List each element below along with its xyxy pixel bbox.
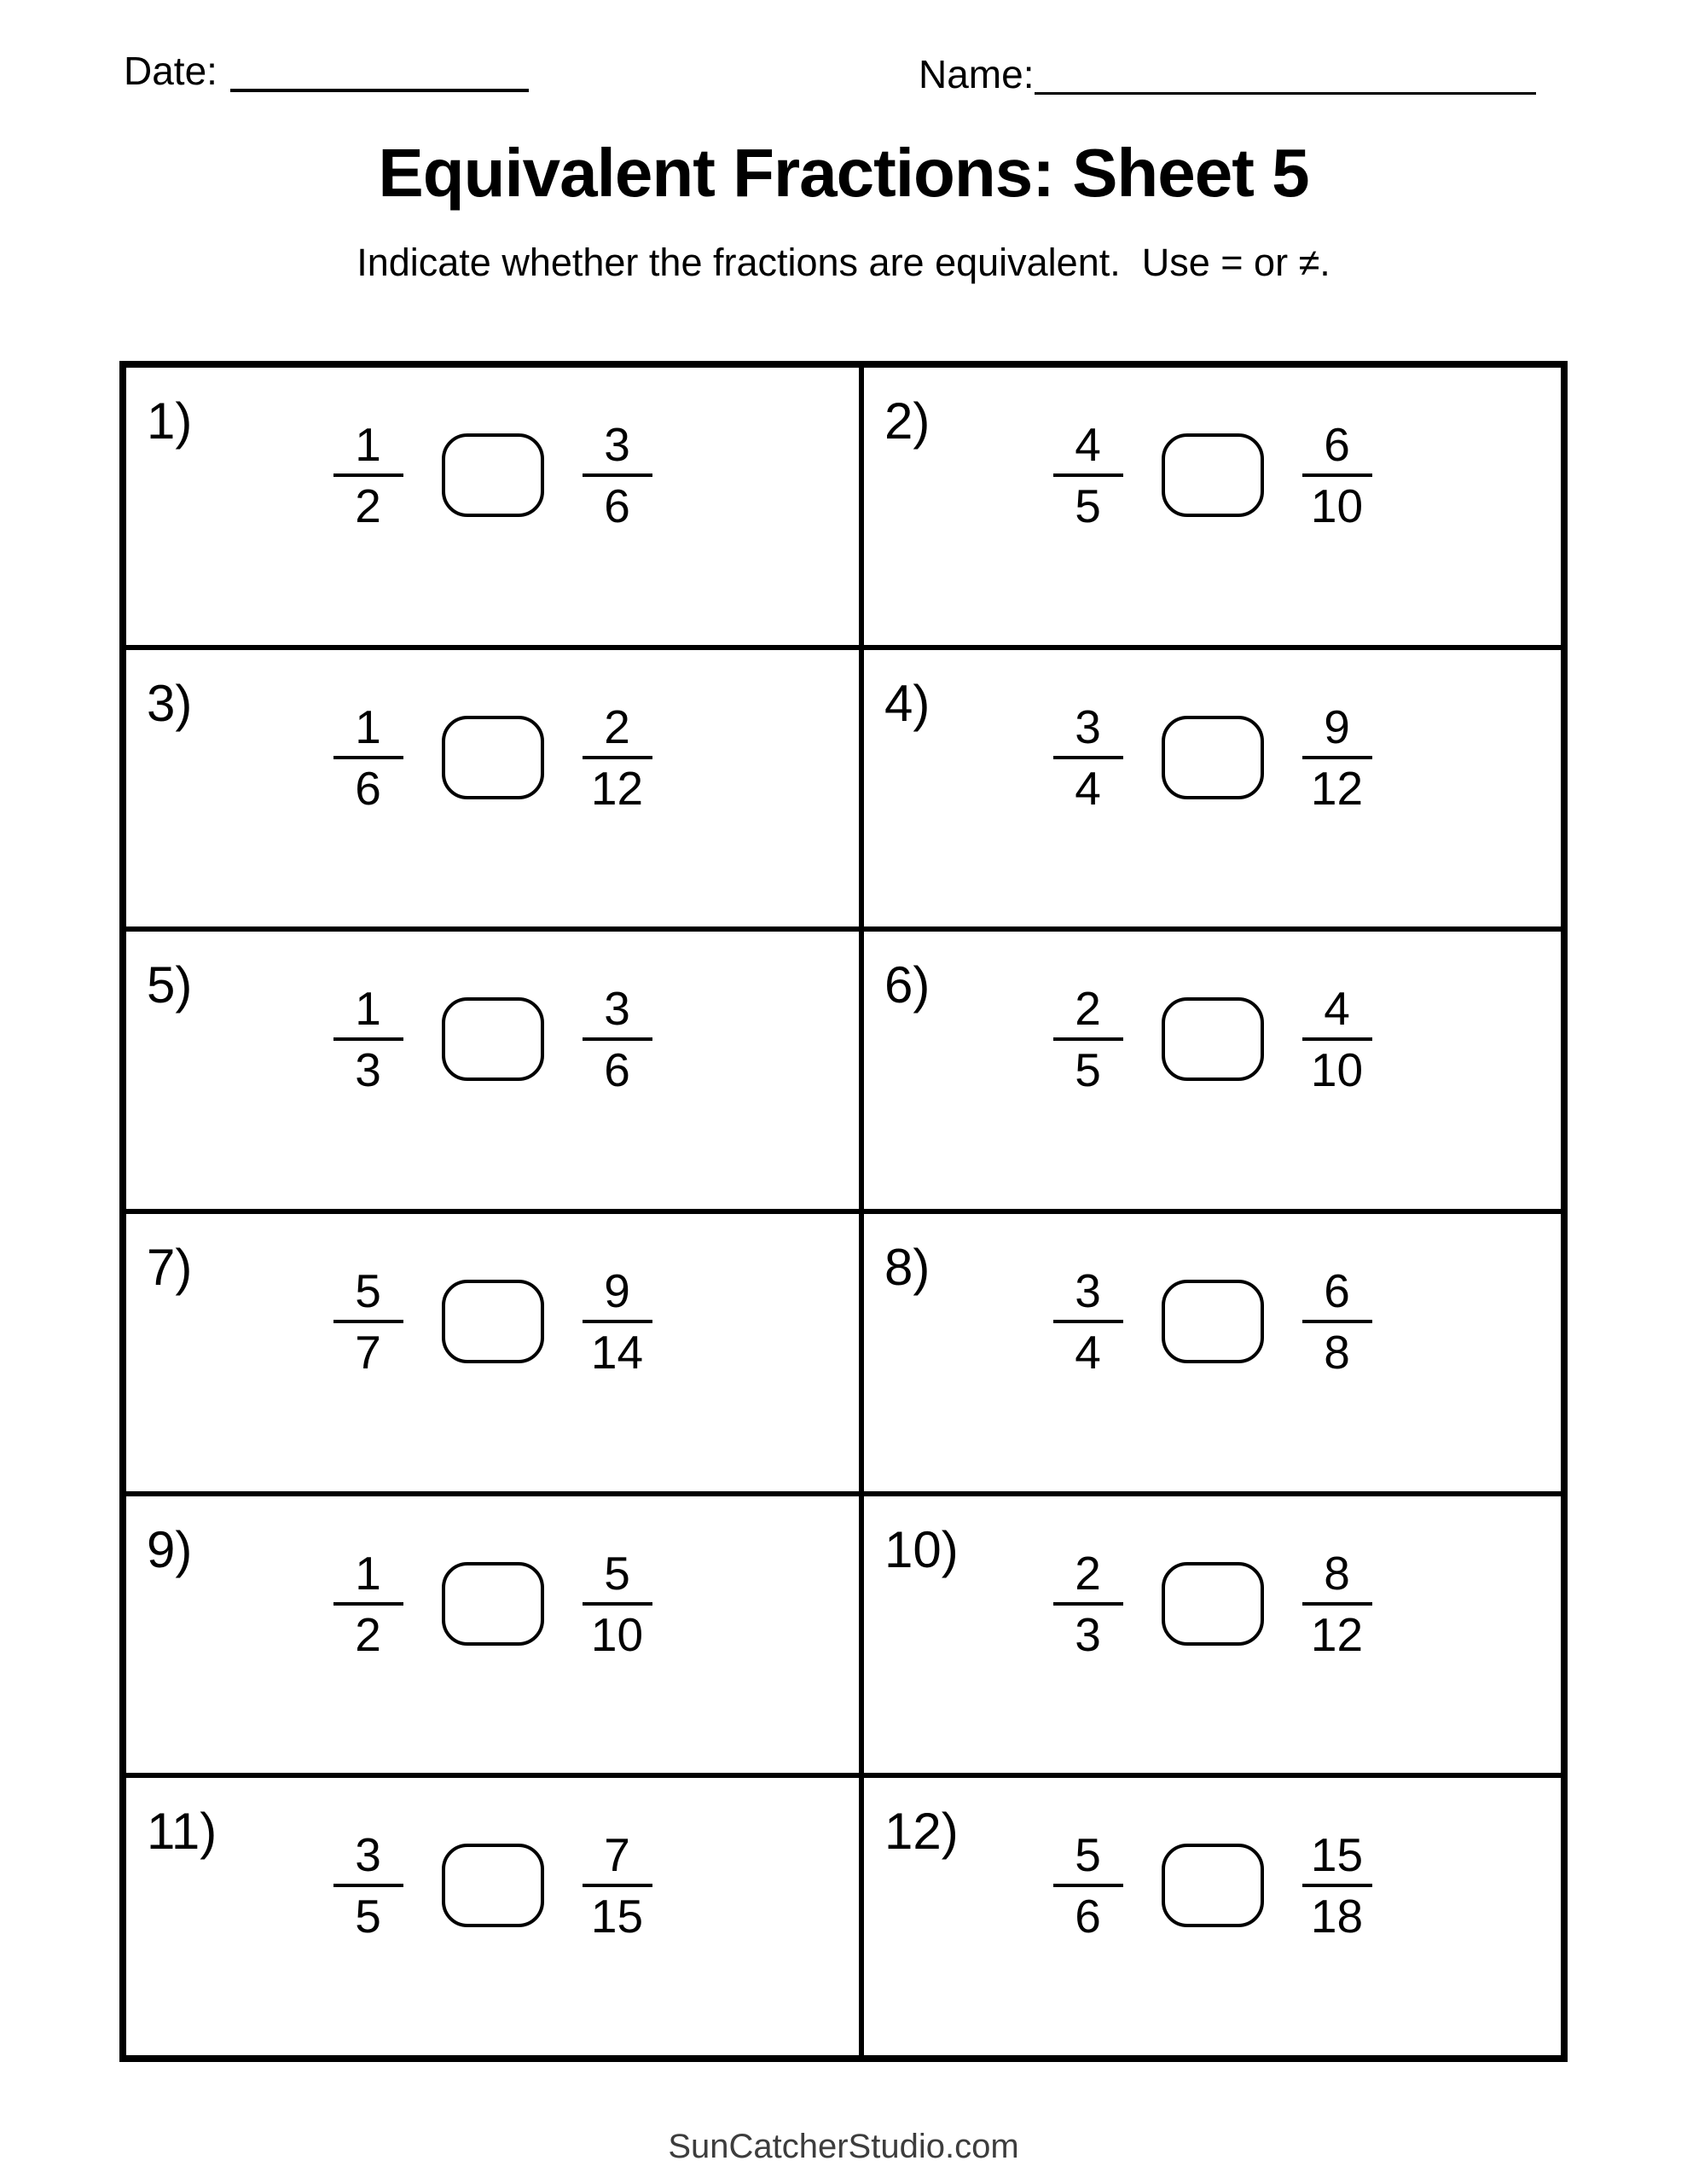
problem-number: 12) <box>884 1803 959 1861</box>
problem-number: 11) <box>147 1803 217 1861</box>
left-fraction-denominator: 4 <box>1075 1325 1101 1379</box>
fraction-bar <box>1053 1320 1123 1323</box>
left-fraction <box>333 1263 403 1379</box>
left-fraction-numerator: 3 <box>355 1828 381 1882</box>
problem-cell-11 <box>126 1778 859 2055</box>
problem-cell-10 <box>864 1496 1561 1774</box>
left-fraction-denominator: 5 <box>355 1890 381 1943</box>
left-fraction <box>333 700 403 815</box>
problem-expression <box>126 418 859 532</box>
right-fraction <box>583 982 652 1097</box>
problem-expression <box>864 418 1561 532</box>
problem-number: 7) <box>147 1238 193 1296</box>
left-fraction-numerator: 1 <box>355 982 381 1036</box>
problem-expression <box>864 1263 1561 1379</box>
left-fraction-denominator: 2 <box>355 479 381 532</box>
left-fraction-numerator: 2 <box>1075 1546 1101 1600</box>
answer-box[interactable] <box>442 716 544 799</box>
problem-number: 9) <box>147 1520 193 1578</box>
right-fraction-numerator: 3 <box>604 418 630 471</box>
problem-expression <box>126 700 859 815</box>
name-label: Name: <box>919 52 1035 96</box>
left-fraction <box>1053 1546 1123 1661</box>
right-fraction-denominator: 10 <box>1310 1043 1364 1097</box>
right-fraction <box>1302 1546 1372 1661</box>
right-fraction-denominator: 10 <box>590 1607 644 1661</box>
right-fraction-numerator: 9 <box>604 1263 630 1317</box>
problem-cell-12 <box>864 1778 1561 2055</box>
answer-box[interactable] <box>1162 1280 1264 1363</box>
fraction-bar <box>583 1320 652 1323</box>
problem-number: 3) <box>147 674 193 732</box>
problems-grid <box>119 361 1568 2062</box>
answer-box[interactable] <box>1162 1562 1264 1646</box>
right-fraction-denominator: 14 <box>590 1325 644 1379</box>
right-fraction <box>1302 1263 1372 1379</box>
right-fraction <box>1302 982 1372 1097</box>
problem-expression <box>126 1263 859 1379</box>
right-fraction-denominator: 8 <box>1324 1325 1350 1379</box>
right-fraction-numerator: 6 <box>1324 418 1350 471</box>
problem-number: 8) <box>884 1238 930 1296</box>
fraction-bar <box>1302 1037 1372 1041</box>
fraction-bar <box>1302 1602 1372 1606</box>
fraction-bar <box>333 1037 403 1041</box>
left-fraction-denominator: 6 <box>355 761 381 815</box>
fraction-bar <box>583 1884 652 1887</box>
left-fraction-denominator: 4 <box>1075 761 1101 815</box>
left-fraction-denominator: 6 <box>1075 1890 1101 1943</box>
problem-expression <box>864 700 1561 815</box>
left-fraction <box>1053 982 1123 1097</box>
left-fraction <box>1053 700 1123 815</box>
page-title: Equivalent Fractions: Sheet 5 <box>378 135 1309 211</box>
problem-cell-5 <box>126 932 859 1209</box>
left-fraction-numerator: 3 <box>1075 700 1101 753</box>
problem-number: 1) <box>147 392 193 450</box>
right-fraction-denominator: 12 <box>590 761 644 815</box>
fraction-bar <box>1053 1884 1123 1887</box>
fraction-bar <box>583 756 652 759</box>
fraction-bar <box>333 756 403 759</box>
fraction-bar <box>583 473 652 477</box>
fraction-bar <box>1053 1037 1123 1041</box>
right-fraction-denominator: 18 <box>1310 1890 1364 1943</box>
answer-box[interactable] <box>442 1562 544 1646</box>
answer-box[interactable] <box>1162 433 1264 517</box>
problem-cell-8 <box>864 1214 1561 1491</box>
right-fraction <box>583 1546 652 1661</box>
problem-expression <box>864 1828 1561 1943</box>
left-fraction-numerator: 3 <box>1075 1263 1101 1317</box>
fraction-bar <box>1053 1602 1123 1606</box>
answer-box[interactable] <box>442 997 544 1081</box>
left-fraction-numerator: 2 <box>1075 982 1101 1036</box>
left-fraction-denominator: 2 <box>355 1607 381 1661</box>
problem-cell-1 <box>126 368 859 645</box>
right-fraction-numerator: 3 <box>604 982 630 1036</box>
right-fraction-denominator: 15 <box>590 1890 644 1943</box>
left-fraction-numerator: 1 <box>355 1546 381 1600</box>
fraction-bar <box>333 1602 403 1606</box>
right-fraction-numerator: 9 <box>1324 700 1350 753</box>
problem-number: 5) <box>147 956 193 1014</box>
fraction-bar <box>1302 473 1372 477</box>
right-fraction-numerator: 7 <box>604 1828 630 1882</box>
left-fraction <box>1053 1263 1123 1379</box>
problem-expression <box>864 1546 1561 1661</box>
fraction-bar <box>583 1037 652 1041</box>
fraction-bar <box>1302 1884 1372 1887</box>
left-fraction-numerator: 5 <box>1075 1828 1101 1882</box>
problem-number: 10) <box>884 1520 959 1578</box>
left-fraction-numerator: 1 <box>355 418 381 471</box>
problem-expression <box>126 1546 859 1661</box>
right-fraction-numerator: 15 <box>1310 1828 1364 1882</box>
right-fraction <box>583 700 652 815</box>
fraction-bar <box>1053 473 1123 477</box>
left-fraction-numerator: 4 <box>1075 418 1101 471</box>
answer-box[interactable] <box>1162 1844 1264 1927</box>
right-fraction <box>1302 700 1372 815</box>
fraction-bar <box>333 1320 403 1323</box>
instructions-text: Indicate whether the fractions are equivalent. Use = or ≠. <box>357 241 1330 284</box>
right-fraction <box>1302 418 1372 532</box>
right-fraction-denominator: 12 <box>1310 761 1364 815</box>
fraction-bar <box>333 1884 403 1887</box>
problem-expression <box>126 982 859 1097</box>
left-fraction-denominator: 7 <box>355 1325 381 1379</box>
left-fraction-numerator: 5 <box>355 1263 381 1317</box>
problem-cell-4 <box>864 650 1561 927</box>
right-fraction-numerator: 5 <box>604 1546 630 1600</box>
right-fraction <box>583 418 652 532</box>
right-fraction-denominator: 6 <box>604 1043 630 1097</box>
right-fraction-numerator: 4 <box>1324 982 1350 1036</box>
problem-cell-9 <box>126 1496 859 1774</box>
fraction-bar <box>583 1602 652 1606</box>
left-fraction-denominator: 5 <box>1075 1043 1101 1097</box>
right-fraction <box>583 1828 652 1943</box>
left-fraction-denominator: 3 <box>1075 1607 1101 1661</box>
date-label: Date: <box>124 49 217 93</box>
left-fraction-numerator: 1 <box>355 700 381 753</box>
problem-number: 6) <box>884 956 930 1014</box>
footer-credit: SunCatcherStudio.com <box>668 2128 1019 2165</box>
fraction-bar <box>1302 1320 1372 1323</box>
left-fraction <box>1053 418 1123 532</box>
left-fraction <box>333 1546 403 1661</box>
answer-box[interactable] <box>1162 716 1264 799</box>
date-input-line[interactable] <box>230 89 529 92</box>
left-fraction <box>333 1828 403 1943</box>
problem-number: 2) <box>884 392 930 450</box>
problem-expression <box>126 1828 859 1943</box>
problem-cell-2 <box>864 368 1561 645</box>
left-fraction-denominator: 3 <box>355 1043 381 1097</box>
right-fraction <box>583 1263 652 1379</box>
left-fraction <box>333 982 403 1097</box>
problem-number: 4) <box>884 674 930 732</box>
left-fraction <box>333 418 403 532</box>
answer-box[interactable] <box>1162 997 1264 1081</box>
answer-box[interactable] <box>442 1280 544 1363</box>
left-fraction <box>1053 1828 1123 1943</box>
fraction-bar <box>333 473 403 477</box>
right-fraction-numerator: 6 <box>1324 1263 1350 1317</box>
left-fraction-denominator: 5 <box>1075 479 1101 532</box>
answer-box[interactable] <box>442 1844 544 1927</box>
right-fraction-numerator: 2 <box>604 700 630 753</box>
fraction-bar <box>1053 756 1123 759</box>
right-fraction-numerator: 8 <box>1324 1546 1350 1600</box>
right-fraction <box>1302 1828 1372 1943</box>
right-fraction-denominator: 6 <box>604 479 630 532</box>
name-input-line[interactable] <box>1035 92 1536 95</box>
right-fraction-denominator: 12 <box>1310 1607 1364 1661</box>
fraction-bar <box>1302 756 1372 759</box>
answer-box[interactable] <box>442 433 544 517</box>
right-fraction-denominator: 10 <box>1310 479 1364 532</box>
problem-cell-6 <box>864 932 1561 1209</box>
problem-cell-7 <box>126 1214 859 1491</box>
problem-cell-3 <box>126 650 859 927</box>
problem-expression <box>864 982 1561 1097</box>
